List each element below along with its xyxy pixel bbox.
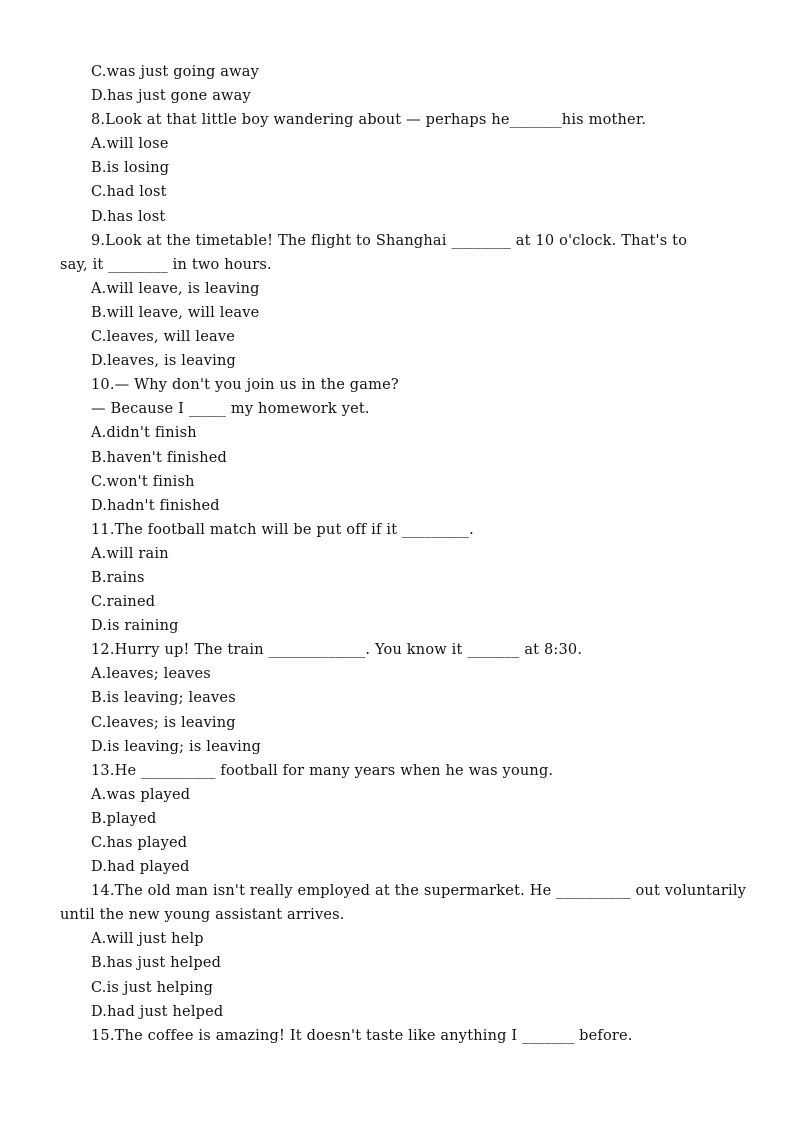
option-line: C.was just going away — [91, 64, 259, 80]
option-line: A.will rain — [91, 545, 169, 562]
option-line: A.will leave, is leaving — [91, 280, 260, 297]
question-continuation: say, it ________ in two hours. — [60, 256, 272, 273]
option-line: B.is leaving; leaves — [91, 690, 236, 707]
question-line: 10.— Why don't you join us in the game? — [91, 377, 399, 394]
question-continuation: until the new young assistant arrives. — [60, 907, 345, 924]
option-line: A.was played — [91, 786, 191, 803]
question-line: — Because I _____ my homework yet. — [91, 401, 370, 418]
option-line: C.won't finish — [91, 473, 195, 490]
option-line: A.will just help — [91, 931, 204, 948]
option-line: C.is just helping — [91, 979, 214, 996]
option-line: A.will lose — [91, 136, 169, 153]
question-line: 11.The football match will be put off if it _________. — [91, 521, 474, 538]
option-line: D.had just helped — [91, 1003, 224, 1020]
option-line: C.has played — [91, 835, 188, 851]
option-line: A.leaves; leaves — [91, 666, 211, 683]
option-line: B.is losing — [91, 160, 170, 177]
option-line: B.will leave, will leave — [91, 304, 260, 321]
option-line: B.played — [91, 810, 157, 827]
question-line: 13.He __________ football for many years when he was young. — [91, 762, 554, 779]
option-line: A.didn't finish — [91, 425, 197, 442]
question-line: 8.Look at that little boy wandering about — perhaps he_______his mother. — [91, 112, 647, 129]
option-line: D.is raining — [91, 618, 179, 635]
option-line: D.had played — [91, 859, 190, 876]
option-line: D.has lost — [91, 208, 166, 225]
option-line: B.rains — [91, 569, 145, 586]
option-line: C.leaves; is leaving — [91, 714, 236, 731]
question-line: 15.The coffee is amazing! It doesn't taste like anything I _______ before. — [91, 1027, 633, 1044]
option-line: D.is leaving; is leaving — [91, 738, 262, 755]
option-line: D.has just gone away — [91, 88, 251, 105]
option-line: C.rained — [91, 594, 156, 611]
question-line: 12.Hurry up! The train _____________. You know it _______ at 8:30. — [91, 642, 583, 659]
option-line: B.has just helped — [91, 955, 222, 972]
option-line: D.leaves, is leaving — [91, 353, 237, 370]
question-line: 9.Look at the timetable! The flight to Shanghai ________ at 10 o'clock. That's to — [91, 232, 688, 249]
option-line: C.had lost — [91, 184, 167, 201]
question-block — [0, 60, 794, 1048]
option-line: C.leaves, will leave — [91, 329, 236, 346]
option-line: B.haven't finished — [91, 449, 228, 466]
question-line: 14.The old man isn't really employed at the supermarket. He __________ out voluntarily — [91, 883, 747, 900]
option-line: D.hadn't finished — [91, 497, 220, 514]
